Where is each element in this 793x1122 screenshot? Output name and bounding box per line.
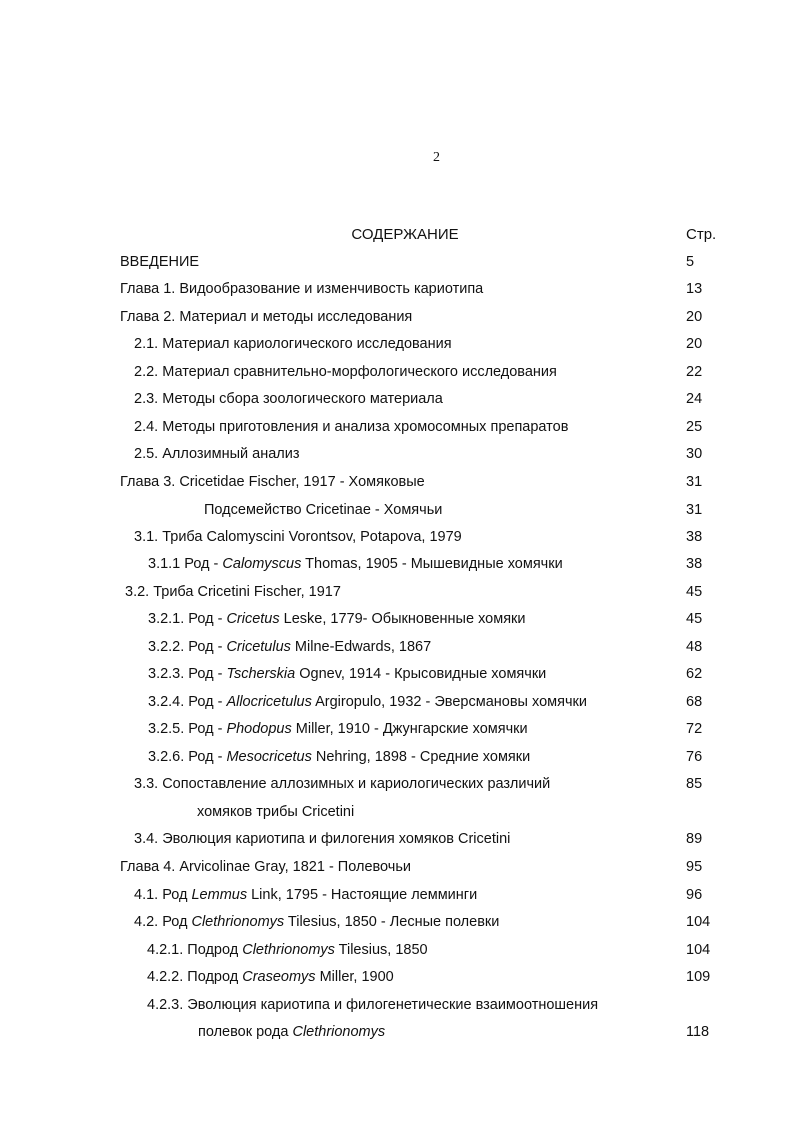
toc-entry-title bbox=[148, 666, 546, 682]
toc-entry-text: Глава 2. Материал и методы исследования bbox=[120, 309, 413, 325]
toc-entry bbox=[0, 529, 793, 551]
toc-entry-text: 3.1.1 Род - bbox=[148, 556, 223, 572]
toc-entry-text: 3.3. Сопоставление аллозимных и кариологических различий bbox=[134, 776, 551, 792]
toc-entry-text: ВВЕДЕНИЕ bbox=[120, 254, 200, 270]
toc-entry bbox=[0, 749, 793, 771]
page-column-header: Стр. bbox=[686, 226, 717, 243]
toc-entry-title bbox=[120, 859, 411, 875]
toc-entry-text-rest: Milne-Edwards, 1867 bbox=[290, 639, 432, 655]
toc-entry bbox=[0, 914, 793, 936]
toc-entry bbox=[0, 969, 793, 991]
toc-entry-text-rest: Argiropulo, 1932 - Эверсмановы хомячки bbox=[311, 694, 587, 710]
toc-entry-page: 104 bbox=[686, 914, 711, 930]
toc-entry bbox=[0, 1024, 793, 1046]
toc-entry-title bbox=[147, 969, 394, 985]
toc-entry bbox=[0, 887, 793, 909]
toc-entry-text: 2.1. Материал кариологического исследования bbox=[134, 336, 452, 352]
toc-entry-page: 31 bbox=[686, 474, 703, 490]
toc-entry-title bbox=[197, 804, 354, 820]
toc-entry bbox=[0, 584, 793, 606]
toc-entry-text-rest: Link, 1795 - Настоящие лемминги bbox=[247, 887, 478, 903]
toc-entry-page: 5 bbox=[686, 254, 695, 270]
toc-entry-text: Глава 1. Видообразование и изменчивость кариотипа bbox=[120, 281, 484, 297]
toc-entry bbox=[0, 474, 793, 496]
toc-entry-genus: Clethrionomys bbox=[292, 1024, 386, 1040]
toc-entry bbox=[0, 446, 793, 468]
toc-entry bbox=[0, 281, 793, 303]
toc-entry-page: 109 bbox=[686, 969, 711, 985]
toc-entry-page: 22 bbox=[686, 364, 703, 380]
toc-entry bbox=[0, 556, 793, 578]
toc-entry bbox=[0, 942, 793, 964]
toc-entry-page: 31 bbox=[686, 502, 703, 518]
toc-entry-text: 2.4. Методы приготовления и анализа хромосомных препаратов bbox=[134, 419, 569, 435]
toc-entry-page: 76 bbox=[686, 749, 703, 765]
toc-entry bbox=[0, 666, 793, 688]
toc-entry-text: 4.2.2. Подрод bbox=[147, 969, 243, 985]
toc-entry bbox=[0, 776, 793, 798]
toc-entry-text: хомяков трибы Cricetini bbox=[197, 804, 355, 820]
toc-entry-text: 3.2.1. Род - bbox=[148, 611, 227, 627]
toc-entry-text: Глава 3. Cricetidae Fischer, 1917 - Хомяковые bbox=[120, 474, 425, 490]
toc-entry-genus: Allocricetulus bbox=[226, 694, 312, 710]
toc-entry-text-rest: Thomas, 1905 - Мышевидные хомячки bbox=[301, 556, 563, 572]
toc-entry-text-rest: Miller, 1910 - Джунгарские хомячки bbox=[291, 721, 528, 737]
toc-entry-title bbox=[120, 281, 483, 297]
toc-entry-text: 3.2.5. Род - bbox=[148, 721, 227, 737]
toc-entry-title bbox=[198, 1024, 385, 1040]
toc-entry-title bbox=[134, 336, 452, 352]
toc-entry bbox=[0, 611, 793, 633]
toc-heading: СОДЕРЖАНИЕ bbox=[351, 226, 459, 243]
toc-entry-page: 104 bbox=[686, 942, 711, 958]
toc-entry-text: 3.1. Триба Calomyscini Vorontsov, Potapova, 1979 bbox=[134, 529, 462, 545]
toc-entry-title bbox=[120, 474, 425, 490]
toc-entry-title bbox=[148, 749, 530, 765]
toc-entry-page: 25 bbox=[686, 419, 703, 435]
toc-entry-text-rest: Leske, 1779- Обыкновенные хомяки bbox=[279, 611, 526, 627]
toc-entry-text: 3.2.3. Род - bbox=[148, 666, 227, 682]
toc-entry-page: 85 bbox=[686, 776, 703, 792]
toc-entry-page: 72 bbox=[686, 721, 703, 737]
toc-entry bbox=[0, 254, 793, 276]
toc-entry-title bbox=[147, 942, 428, 958]
toc-entry-text: 2.2. Материал сравнительно-морфологического исследования bbox=[134, 364, 557, 380]
toc-entry-genus: Cricetulus bbox=[226, 639, 291, 655]
toc-entry bbox=[0, 804, 793, 826]
toc-entry bbox=[0, 694, 793, 716]
toc-entry-title bbox=[120, 254, 199, 270]
toc-entry-title bbox=[134, 419, 568, 435]
toc-entry-genus: Clethrionomys bbox=[191, 914, 285, 930]
toc-entry-title bbox=[134, 776, 550, 792]
toc-entry bbox=[0, 639, 793, 661]
toc-entry bbox=[0, 309, 793, 331]
toc-entry-text: 4.1. Род bbox=[134, 887, 192, 903]
toc-entry-text: 2.3. Методы сбора зоологического материала bbox=[134, 391, 443, 407]
toc-entry-text: 2.5. Аллозимный анализ bbox=[134, 446, 300, 462]
toc-entry bbox=[0, 364, 793, 386]
toc-entry-text: 4.2.1. Подрод bbox=[147, 942, 243, 958]
toc-entry-page: 30 bbox=[686, 446, 703, 462]
toc-entry-title bbox=[134, 391, 443, 407]
toc-entry bbox=[0, 997, 793, 1019]
toc-entry-genus: Cricetus bbox=[226, 611, 280, 627]
toc-entry-genus: Craseomys bbox=[242, 969, 316, 985]
toc-entry-page: 45 bbox=[686, 584, 703, 600]
toc-entry bbox=[0, 502, 793, 524]
toc-entry-page: 89 bbox=[686, 831, 703, 847]
toc-entry-page: 62 bbox=[686, 666, 703, 682]
toc-entry-text: 4.2.3. Эволюция кариотипа и филогенетические взаимоотношения bbox=[147, 997, 599, 1013]
toc-entry-page: 38 bbox=[686, 529, 703, 545]
toc-entry bbox=[0, 419, 793, 441]
toc-entry-page: 20 bbox=[686, 336, 703, 352]
toc-entry-genus: Clethrionomys bbox=[242, 942, 335, 958]
toc-entry-text: Подсемейство Cricetinae - Хомячьи bbox=[204, 502, 443, 518]
toc-entry-text: полевок рода bbox=[198, 1024, 293, 1040]
toc-entry-page: 95 bbox=[686, 859, 703, 875]
toc-entry-page: 13 bbox=[686, 281, 703, 297]
toc-entry-text: 3.2.2. Род - bbox=[148, 639, 227, 655]
toc-entry-title bbox=[134, 914, 499, 930]
toc-entry-genus: Phodopus bbox=[226, 721, 292, 737]
toc-entry-text-rest: Tilesius, 1850 bbox=[334, 942, 428, 958]
toc-entry bbox=[0, 721, 793, 743]
toc-entry-title bbox=[148, 721, 528, 737]
toc-entry-title bbox=[120, 309, 412, 325]
toc-entry-genus: Lemmus bbox=[191, 887, 248, 903]
toc-entry bbox=[0, 336, 793, 358]
toc-entry-title bbox=[148, 694, 587, 710]
toc-entry-title bbox=[148, 639, 431, 655]
toc-entry-title bbox=[134, 446, 300, 462]
toc-entry-text: 3.2.4. Род - bbox=[148, 694, 227, 710]
toc-entry-title bbox=[148, 611, 526, 627]
toc-entry-page: 45 bbox=[686, 611, 703, 627]
toc-entry-text: 3.2.6. Род - bbox=[148, 749, 227, 765]
toc-entry-title bbox=[147, 997, 598, 1013]
toc-entry-title bbox=[204, 502, 442, 518]
toc-entry-text-rest: Ognev, 1914 - Крысовидные хомячки bbox=[295, 666, 547, 682]
toc-entry-title bbox=[134, 831, 510, 847]
toc-entry-page: 68 bbox=[686, 694, 703, 710]
toc-entry-text: 3.4. Эволюция кариотипа и филогения хомяков Cricetini bbox=[134, 831, 511, 847]
toc-entry-title bbox=[125, 584, 341, 600]
toc-entry-text-rest: Tilesius, 1850 - Лесные полевки bbox=[284, 914, 500, 930]
toc-entry-text: 4.2. Род bbox=[134, 914, 192, 930]
toc-entry-genus: Calomyscus bbox=[222, 556, 302, 572]
toc-entry-page: 118 bbox=[686, 1024, 710, 1040]
toc-entry-page: 96 bbox=[686, 887, 703, 903]
toc-entry-page: 48 bbox=[686, 639, 703, 655]
toc-entry-title bbox=[134, 529, 462, 545]
toc-entry-title bbox=[148, 556, 563, 572]
toc-entry-text-rest: Nehring, 1898 - Средние хомяки bbox=[311, 749, 531, 765]
toc-entry-title bbox=[134, 364, 557, 380]
toc-entry-genus: Mesocricetus bbox=[226, 749, 312, 765]
toc-entry-title bbox=[134, 887, 477, 903]
page-number: 2 bbox=[433, 150, 440, 165]
toc-entry bbox=[0, 831, 793, 853]
toc-entry-genus: Tscherskia bbox=[226, 666, 296, 682]
toc-entry-text: Глава 4. Arvicolinae Gray, 1821 - Полевочьи bbox=[120, 859, 411, 875]
toc-entry-page: 20 bbox=[686, 309, 703, 325]
toc-entry-text: 3.2. Триба Cricetini Fischer, 1917 bbox=[125, 584, 341, 600]
toc-entry bbox=[0, 391, 793, 413]
toc-entry-text-rest: Miller, 1900 bbox=[315, 969, 394, 985]
toc-entry bbox=[0, 859, 793, 881]
toc-entry-page: 38 bbox=[686, 556, 703, 572]
toc-entry-page: 24 bbox=[686, 391, 703, 407]
